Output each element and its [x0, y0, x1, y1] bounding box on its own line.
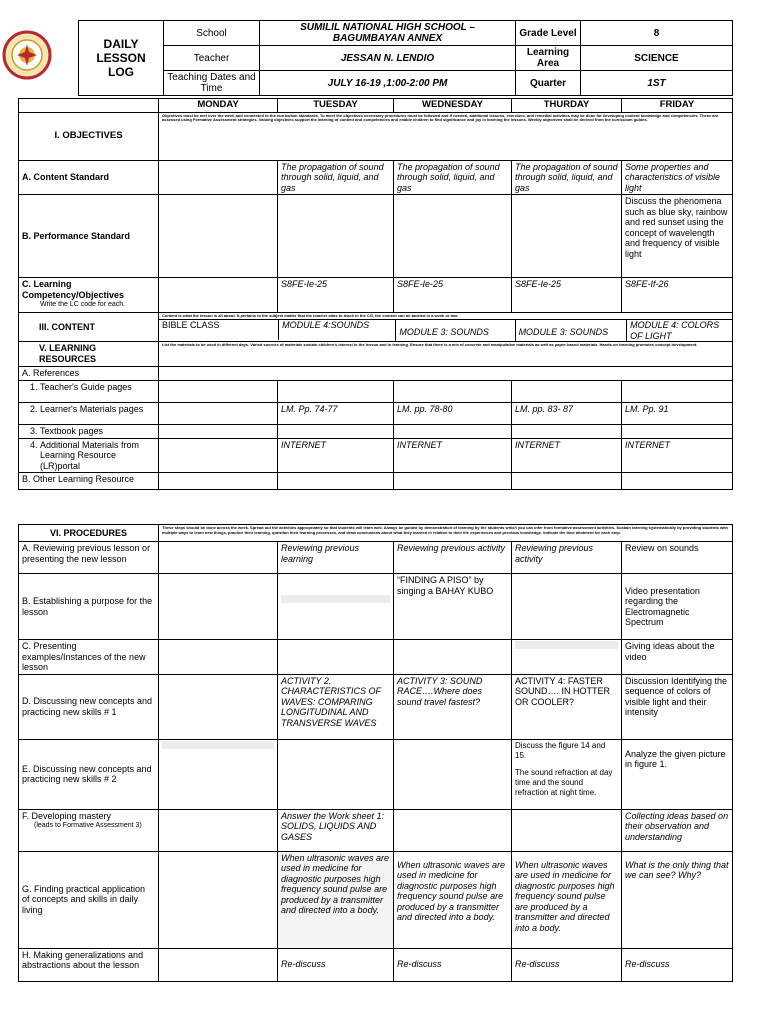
procedure-c-wednesday [394, 640, 512, 675]
learners-monday [159, 402, 278, 424]
header-table [78, 20, 733, 96]
teacher-label: Teacher [164, 46, 260, 71]
learners-friday: LM. Pp. 91 [622, 402, 733, 424]
procedure-e-label: E. Discussing new concepts and practicing new skills # 2 [19, 739, 159, 809]
procedure-e-wednesday [394, 739, 512, 809]
procedure-e-tuesday [278, 739, 394, 809]
content-thursday: MODULE 3: SOUNDS [516, 320, 628, 341]
procedure-f-wednesday [394, 809, 512, 851]
procedure-f-friday: Collecting ideas based on their observation and understanding [622, 809, 733, 851]
procedure-c-friday: Giving ideas about the video [622, 640, 733, 675]
additional-thursday: INTERNET [512, 438, 622, 473]
procedure-f-sublabel: (leads to Formative Assessment 3) [34, 822, 142, 829]
resources-note: List the materials to be used in different days. Varied sources of materials sustain children's interest in the lesson and in learning. Ensure that there is a mix of concrete and manipulative materials as well as paper-based materials. Hands-on learning promotes concept development. [159, 342, 733, 367]
learners-thursday: LM. pp. 83- 87 [512, 402, 622, 424]
procedure-c-tuesday [278, 640, 394, 675]
procedure-h-thursday: Re-discuss [512, 948, 622, 981]
procedure-c-label: C. Presenting examples/Instances of the new lesson [19, 640, 159, 675]
procedure-a-friday: Review on sounds [622, 542, 733, 574]
procedure-g-tuesday: When ultrasonic waves are used in medicine for diagnostic purposes high frequency sound pulse are produced by a transmitter and directed into a body. [278, 851, 394, 948]
resources-heading: V. LEARNING RESOURCES [19, 342, 159, 367]
document-title: DAILY LESSON LOG [79, 21, 164, 96]
objectives-heading: I. OBJECTIVES [19, 112, 159, 160]
references-label: A. References [19, 367, 159, 381]
procedure-f-thursday [512, 809, 622, 851]
content-standard-tuesday: The propagation of sound through solid, liquid, and gas [278, 160, 394, 195]
performance-standard-tuesday [278, 195, 394, 278]
content-wednesday: MODULE 3: SOUNDS [396, 320, 515, 341]
procedure-b-label: B. Establishing a purpose for the lesson [19, 574, 159, 640]
procedure-h-monday [159, 948, 278, 981]
content-friday: MODULE 4: COLORS OF LIGHT [630, 320, 720, 341]
procedure-g-friday: What is the only thing that we can see? Why? [622, 851, 733, 948]
procedure-h-wednesday: Re-discuss [394, 948, 512, 981]
procedure-a-monday [159, 542, 278, 574]
teacher-value: JESSAN N. LENDIO [260, 46, 516, 71]
additional-friday: INTERNET [622, 438, 733, 473]
quarter-value: 1ST [581, 71, 733, 96]
day-wednesday: WEDNESDAY [394, 99, 512, 113]
procedure-g-monday [159, 851, 278, 948]
learners-materials-label: 2. Learner's Materials pages [40, 404, 155, 415]
performance-standard-wednesday [394, 195, 512, 278]
competency-tuesday: S8FE-Ie-25 [278, 278, 394, 313]
area-value: SCIENCE [581, 46, 733, 71]
dates-value: JULY 16-19 ,1:00-2:00 PM [260, 71, 516, 96]
additional-monday [159, 438, 278, 473]
procedure-b-wednesday: “FINDING A PISO” by singing a BAHAY KUBO [394, 574, 512, 640]
content-standard-thursday: The propagation of sound through solid, liquid, and gas [512, 160, 622, 195]
procedure-c-monday [159, 640, 278, 675]
competency-thursday: S8FE-Ie-25 [512, 278, 622, 313]
procedure-d-monday [159, 674, 278, 739]
day-tuesday: TUESDAY [278, 99, 394, 113]
procedure-d-friday: Discussion Identifying the sequence of colors of visible light and their intensity [622, 674, 733, 739]
procedure-e-friday: Analyze the given picture in figure 1. [625, 748, 726, 769]
procedure-a-label: A. Reviewing previous lesson or presenting the new lesson [19, 542, 159, 574]
other-resource-label: B. Other Learning Resource [19, 473, 159, 490]
deped-seal-logo [2, 30, 52, 80]
content-tuesday: MODULE 4:SOUNDS [279, 320, 396, 341]
grade-value: 8 [581, 21, 733, 46]
procedure-e-thursday-2: The sound refraction at day time and the sound refraction at night time. [515, 767, 613, 797]
content-note: Content is what the lesson is all about. It pertains to the subject matter that the teacher aims to teach in the CG, the content can be tackled in a week or two. [159, 313, 732, 321]
procedure-h-label: H. Making generalizations and abstractions about the lesson [19, 948, 159, 981]
procedure-d-thursday: ACTIVITY 4: FASTER SOUND…. IN HOTTER OR COOLER? [512, 674, 622, 739]
content-standard-wednesday: The propagation of sound through solid, liquid, and gas [394, 160, 512, 195]
teachers-guide-label: 1. Teacher's Guide pages [40, 382, 155, 393]
procedure-a-thursday: Reviewing previous activity [512, 542, 622, 574]
procedure-b-monday [159, 574, 278, 640]
procedure-f-monday [159, 809, 278, 851]
procedure-d-wednesday: ACTIVITY 3: SOUND RACE….Where does sound travel fastest? [394, 674, 512, 739]
competency-note: Write the LC code for each. [40, 301, 126, 308]
procedure-e-thursday-1: Discuss the figure 14 and 15. [515, 740, 606, 760]
procedure-f-label: F. Developing mastery [22, 810, 112, 821]
competency-monday [159, 278, 278, 313]
procedure-f-tuesday: Answer the Work sheet 1: SOLIDS, LIQUIDS AND GASES [278, 809, 394, 851]
blank-highlight [162, 741, 274, 749]
procedures-heading: VI. PROCEDURES [19, 525, 159, 542]
content-standard-friday: Some properties and characteristics of visible light [622, 160, 733, 195]
procedure-h-friday: Re-discuss [622, 948, 733, 981]
procedures-table [18, 524, 733, 982]
procedure-a-tuesday: Reviewing previous learning [278, 542, 394, 574]
grade-label: Grade Level [516, 21, 581, 46]
procedure-b-friday: Video presentation regarding the Electromagnetic Spectrum [622, 574, 733, 640]
area-label: Learning Area [516, 46, 581, 71]
procedure-g-thursday: When ultrasonic waves are used in medicine for diagnostic purposes high frequency sound pulse are produced by a transmitter and directed into a body. [512, 851, 622, 948]
textbook-label: 3. Textbook pages [40, 426, 155, 437]
content-heading: III. CONTENT [19, 312, 159, 342]
performance-standard-thursday [512, 195, 622, 278]
procedure-a-wednesday: Reviewing previous activity [394, 542, 512, 574]
school-value: SUMILIL NATIONAL HIGH SCHOOL – BAGUMBAYAN ANNEX [260, 21, 516, 46]
additional-materials-label: 4. Additional Materials from Learning Resource (LR)portal [40, 440, 155, 472]
blank-highlight [281, 595, 390, 603]
content-monday: BIBLE CLASS [159, 320, 279, 340]
school-label: School [164, 21, 260, 46]
day-monday: MONDAY [159, 99, 278, 113]
performance-standard-friday: Discuss the phenomena such as blue sky, rainbow and red sunset using the concept of wavelength and frequency of visible light [622, 195, 733, 278]
day-friday: FRIDAY [622, 99, 733, 113]
additional-wednesday: INTERNET [394, 438, 512, 473]
procedure-d-tuesday: ACTIVITY 2. CHARACTERISTICS OF WAVES: COMPARING LONGITUDINAL AND TRANSVERSE WAVES [278, 674, 394, 739]
competency-wednesday: S8FE-Ie-25 [394, 278, 512, 313]
performance-standard-label: B. Performance Standard [19, 195, 159, 278]
competency-friday: S8FE-If-26 [622, 278, 733, 313]
procedure-d-label: D. Discussing new concepts and practicing new skills # 1 [19, 674, 159, 739]
objectives-note: Objectives must be met over the week and connected to the curriculum standards. To meet the objectives necessary procedures must be followed and if needed, additional lessons, exercises, and remedial activities may be done for developing content knowledge and competencies. These are assessed using Formative Assessment strategies. Valuing objectives support the learning of content and competencies and enable children to find significance and joy in learning the lessons. Weekly objectives shall be derived from the curriculum guides. [159, 112, 733, 160]
procedure-b-thursday [512, 574, 622, 640]
performance-standard-monday [159, 195, 278, 278]
content-standard-monday [159, 160, 278, 195]
day-thursday: THURDAY [512, 99, 622, 113]
additional-tuesday: INTERNET [278, 438, 394, 473]
procedure-h-tuesday: Re-discuss [278, 948, 394, 981]
objectives-table [18, 98, 733, 490]
blank-highlight [515, 641, 618, 649]
dates-label: Teaching Dates and Time [164, 71, 260, 96]
procedure-g-wednesday: When ultrasonic waves are used in medicine for diagnostic purposes high frequency sound pulse are produced by a transmitter and directed into a body. [394, 851, 512, 948]
content-standard-label: A. Content Standard [19, 160, 159, 195]
learners-wednesday: LM. pp. 78-80 [394, 402, 512, 424]
procedure-g-label: G. Finding practical application of concepts and skills in daily living [19, 851, 159, 948]
quarter-label: Quarter [516, 71, 581, 96]
procedures-note: These steps should be done across the week. Spread out the activities appropriately so that students will learn well. Always be guided by demonstration of learning by the students which you can infer from formative assessment activities. Sustain learning systematically by providing students with multiple ways to learn new things, practice their learning, question their learning processes, and draw conclusions about what they learned in relation to their life experiences and previous knowledge. Indicate the time allotment for each step. [159, 525, 733, 542]
learners-tuesday: LM. Pp. 74-77 [278, 402, 394, 424]
competency-label: C. Learning Competency/Objectives [22, 279, 125, 300]
